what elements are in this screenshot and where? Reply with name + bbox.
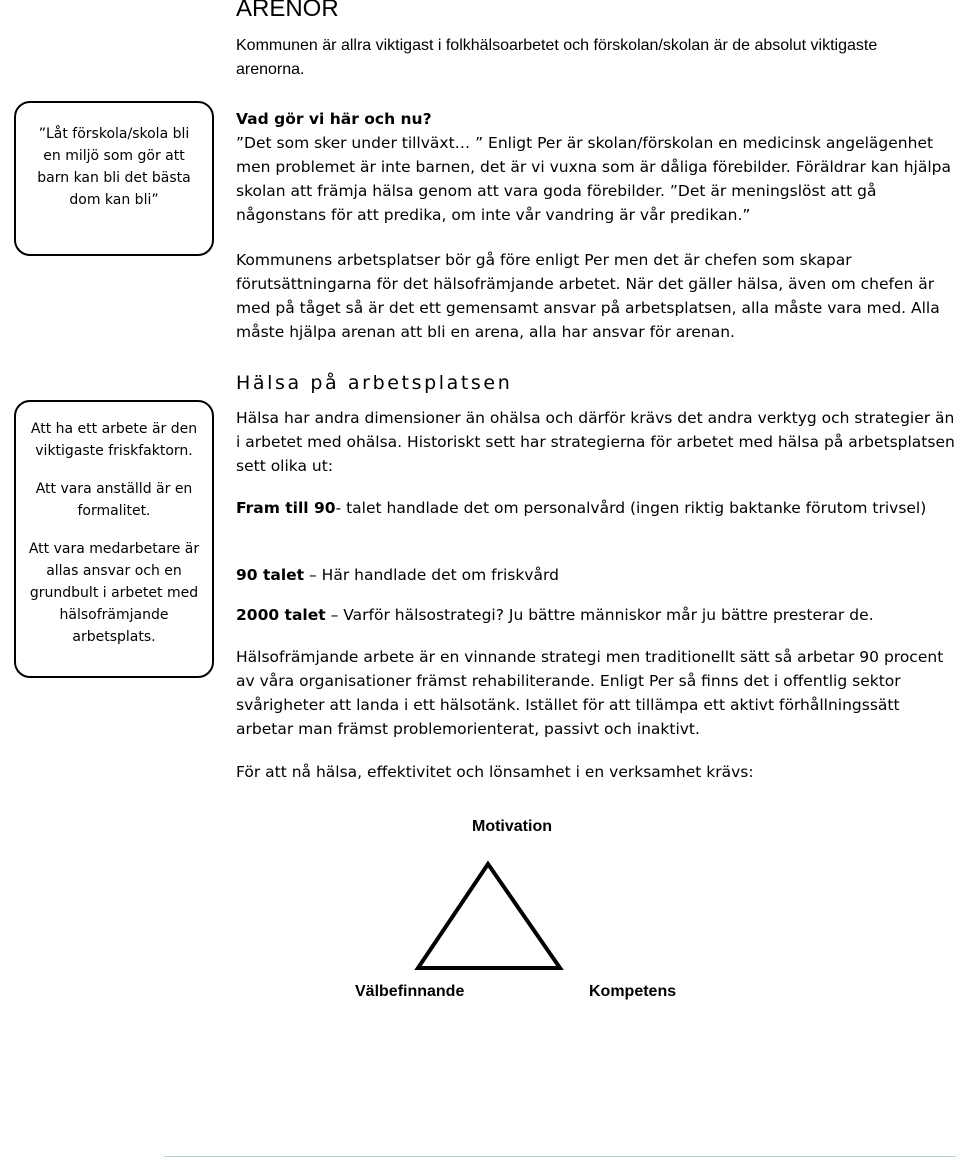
era-3-label: 2000 talet <box>236 606 326 624</box>
triangle-label-wellbeing: Välbefinnande <box>355 983 465 1000</box>
section-here-and-now <box>236 107 956 227</box>
intro-text: Kommunen är allra viktigast i folkhälsoarbetet och förskolan/skolan är de absolut viktigaste arenorna. <box>236 37 878 78</box>
section1-text: ”Det som sker under tillväxt… ” Enligt Per är skolan/förskolan en medicinsk angelägenhet men problemet är inte barnen, det är vi vuxna som är dåliga förebilder. Föräldrar kan hjälpa skolan att främja hälsa genom att vara goda förebilder. ”Det är meningslöst att gå någonstans för att predika, om inte vår vandring är vår predikan.” <box>236 134 951 224</box>
requirements-text: För att nå hälsa, effektivitet och lönsamhet i en verksamhet krävs: <box>236 763 754 781</box>
quote-box <box>14 101 214 256</box>
era-2-label: 90 talet <box>236 566 305 584</box>
work-fact-1: Att ha ett arbete är den viktigaste friskfaktorn. <box>30 421 198 459</box>
triangle-label-competence: Kompetens <box>589 983 677 1000</box>
strategy-text: Hälsofrämjande arbete är en vinnande strategi men traditionellt sätt så arbetar 90 procent av våra organisationer främst rehabiliterande. Enligt Per så finns det i offentlig sektor svårigheter att landa i ett hälsotänk. Istället för att tillämpa ett aktivt förhållningssätt arbetar man främst problemorienterat, passivt och inaktivt. <box>236 648 944 738</box>
requirements-paragraph <box>236 760 956 784</box>
page-heading: ARENOR <box>236 0 339 22</box>
section-workplaces <box>236 248 956 344</box>
era-1-label: Fram till 90 <box>236 499 336 517</box>
era-2-paragraph <box>236 563 956 587</box>
section1-title: Vad gör vi här och nu? <box>236 110 432 128</box>
work-fact-2: Att vara anställd är en formalitet. <box>35 481 193 519</box>
triangle-label-motivation: Motivation <box>472 818 552 835</box>
triangle-shape <box>418 864 560 968</box>
section2-text: Kommunens arbetsplatser bör gå före enligt Per men det är chefen som skapar förutsättningarna för det hälsofrämjande arbetet. När det gäller hälsa, även om chefen är med på tåget så är det ett gemensamt ansvar på arbetsplatsen, alla måste vara med. Alla måste hjälpa arenan att bli en arena, alla har ansvar för arenan. <box>236 251 940 341</box>
triangle-diagram <box>414 860 564 972</box>
subheading: Hälsa på arbetsplatsen <box>236 372 513 394</box>
strategy-paragraph <box>236 645 956 741</box>
work-fact-3: Att vara medarbetare är allas ansvar och en grundbult i arbetet med hälsofrämjande arbetsplats. <box>28 541 200 645</box>
era-2-text: – Här handlade det om friskvård <box>304 566 559 584</box>
work-facts-box <box>14 400 214 678</box>
dimensions-text: Hälsa har andra dimensioner än ohälsa och därför krävs det andra verktyg och strategier än i arbetet med ohälsa. Historiskt sett har strategierna för arbetet med hälsa på arbetsplatsen sett olika ut: <box>236 409 955 475</box>
era-3-paragraph <box>236 603 956 627</box>
era-1-paragraph <box>236 496 956 520</box>
footer-divider <box>164 1156 956 1157</box>
era-3-text: – Varför hälsostrategi? Ju bättre människor mår ju bättre presterar de. <box>325 606 874 624</box>
era-1-text: - talet handlade det om personalvård (ingen riktig baktanke förutom trivsel) <box>335 499 927 517</box>
dimensions-paragraph <box>236 406 956 478</box>
quote-box-text: ”Låt förskola/skola bli en miljö som gör att barn kan bli det bästa dom kan bli” <box>37 126 191 208</box>
